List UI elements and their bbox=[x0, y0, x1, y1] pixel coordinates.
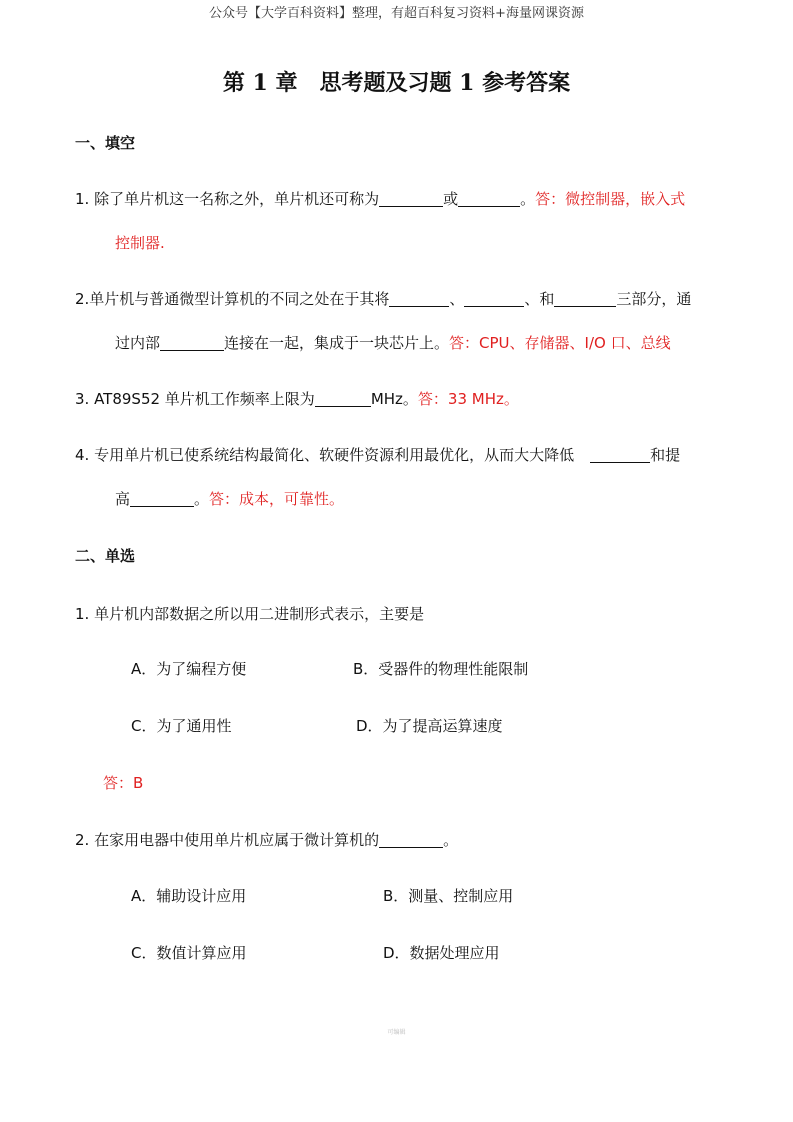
mc-question-1: 1. 单片机内部数据之所以用二进制形式表示，主要是 bbox=[75, 605, 425, 623]
page-title: 第 1 章 思考题及习题 1 参考答案 bbox=[222, 70, 571, 96]
answer-blank bbox=[379, 832, 443, 848]
question-3-text: 3. AT89S52 单片机工作频率上限为 bbox=[75, 390, 315, 408]
question-3-answer: 答：33 MHz。 bbox=[417, 390, 519, 408]
answer-blank bbox=[379, 191, 443, 207]
section-fill-in: 一、填空 bbox=[75, 134, 136, 152]
question-4-cont bbox=[115, 488, 344, 509]
answer-blank bbox=[389, 291, 449, 307]
question-2-text-b: 三部分，通 bbox=[616, 290, 692, 308]
mc-1-option-d: D．为了提高运算速度 bbox=[356, 717, 503, 735]
question-1-or: 或 bbox=[443, 190, 459, 208]
question-4-text-c: 高 bbox=[115, 490, 131, 508]
mc-1-option-c: C．为了通用性 bbox=[131, 717, 232, 735]
question-2-sep: 、 bbox=[449, 290, 465, 308]
question-3 bbox=[75, 388, 519, 409]
mc-1-option-b: B．受器件的物理性能限制 bbox=[353, 660, 529, 678]
answer-blank bbox=[590, 447, 650, 463]
question-2-cont bbox=[115, 332, 671, 353]
answer-blank bbox=[130, 491, 194, 507]
question-2-text: 2.单片机与普通微型计算机的不同之处在于其将 bbox=[75, 290, 390, 308]
question-4-period: 。 bbox=[194, 490, 210, 508]
mc-2-option-b: B．测量、控制应用 bbox=[383, 887, 514, 905]
answer-blank bbox=[458, 191, 520, 207]
answer-blank bbox=[554, 291, 616, 307]
question-2-text-d: 连接在一起，集成于一块芯片上。 bbox=[224, 334, 450, 352]
page-footer: 可编辑 bbox=[387, 1029, 406, 1036]
mc-2-option-c: C．数值计算应用 bbox=[131, 944, 247, 962]
question-4-text: 4. 专用单片机已使系统结构最简化、软硬件资源利用最优化，从而大大降低 bbox=[75, 446, 575, 464]
page-header: 公众号【大学百科资料】整理，有超百科复习资料+海量网课资源 bbox=[209, 6, 584, 21]
question-4-text-b: 和提 bbox=[650, 446, 681, 464]
mc-question-2 bbox=[75, 829, 458, 850]
question-4-answer: 答：成本，可靠性。 bbox=[209, 490, 345, 508]
question-3-unit: MHz。 bbox=[370, 390, 418, 408]
mc-question-2-text: 2. 在家用电器中使用单片机应属于微计算机的 bbox=[75, 831, 380, 849]
mc-question-2-period: 。 bbox=[443, 831, 459, 849]
mc-2-option-a: A．辅助设计应用 bbox=[131, 887, 247, 905]
question-1-answer: 答：微控制器，嵌入式 bbox=[535, 190, 686, 208]
question-1-answer-cont: 控制器. bbox=[115, 234, 165, 252]
answer-blank bbox=[315, 391, 371, 407]
mc-1-answer: 答：B bbox=[103, 774, 144, 792]
mc-2-option-d: D．数据处理应用 bbox=[383, 944, 500, 962]
question-1-period: 。 bbox=[520, 190, 536, 208]
question-2-text-c: 过内部 bbox=[115, 334, 161, 352]
question-1 bbox=[75, 188, 685, 209]
mc-1-option-a: A．为了编程方便 bbox=[131, 660, 247, 678]
section-single-choice: 二、单选 bbox=[75, 547, 136, 565]
question-4 bbox=[75, 444, 680, 465]
question-2-sep: 、和 bbox=[524, 290, 555, 308]
answer-blank bbox=[464, 291, 524, 307]
answer-blank bbox=[160, 335, 224, 351]
question-2-answer: 答：CPU、存储器、I/O 口、总线 bbox=[449, 334, 671, 352]
question-2 bbox=[75, 288, 691, 309]
question-1-text: 1. 除了单片机这一名称之外，单片机还可称为 bbox=[75, 190, 380, 208]
